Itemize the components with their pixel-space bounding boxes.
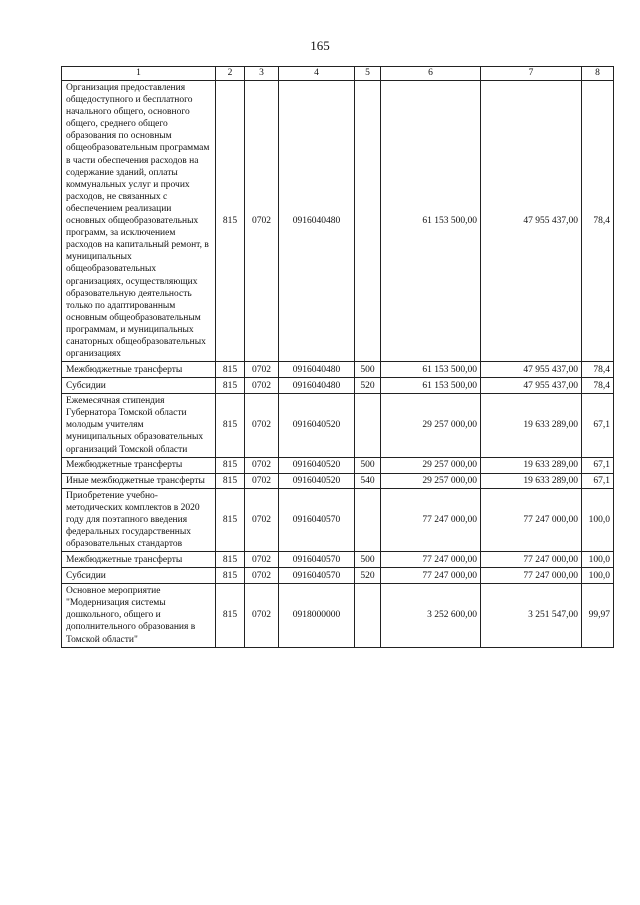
target-code: 0916040570 — [279, 552, 355, 568]
section-code: 0702 — [245, 568, 279, 584]
ministry-code: 815 — [216, 81, 245, 362]
page-number: 165 — [310, 38, 330, 53]
target-code: 0916040480 — [279, 362, 355, 378]
table-row — [62, 488, 614, 551]
expense-type-code: 520 — [355, 568, 381, 584]
section-code: 0702 — [245, 394, 279, 457]
table-row — [62, 457, 614, 473]
plan-amount: 29 257 000,00 — [381, 473, 481, 488]
target-code: 0916040570 — [279, 488, 355, 551]
plan-amount: 77 247 000,00 — [381, 568, 481, 584]
expense-name: Основное мероприятие "Модернизация системы дошкольного, общего и дополнительного образования в Томской области" — [62, 584, 216, 647]
execution-percent: 67,1 — [582, 473, 614, 488]
execution-percent: 100,0 — [582, 488, 614, 551]
expense-type-code: 500 — [355, 457, 381, 473]
header-cell: 2 — [216, 67, 245, 81]
ministry-code: 815 — [216, 378, 245, 394]
header-cell: 3 — [245, 67, 279, 81]
execution-percent: 100,0 — [582, 552, 614, 568]
expense-type-code: 540 — [355, 473, 381, 488]
expense-name: Межбюджетные трансферты — [62, 362, 216, 378]
plan-amount: 77 247 000,00 — [381, 552, 481, 568]
ministry-code: 815 — [216, 457, 245, 473]
target-code: 0916040520 — [279, 457, 355, 473]
expense-name: Иные межбюджетные трансферты — [62, 473, 216, 488]
table-row — [62, 568, 614, 584]
plan-amount: 29 257 000,00 — [381, 457, 481, 473]
expense-name: Субсидии — [62, 568, 216, 584]
table-row — [62, 378, 614, 394]
expense-type-code: 500 — [355, 552, 381, 568]
execution-percent: 78,4 — [582, 81, 614, 362]
fact-amount: 77 247 000,00 — [481, 568, 582, 584]
section-code: 0702 — [245, 457, 279, 473]
plan-amount: 29 257 000,00 — [381, 394, 481, 457]
expense-name: Ежемесячная стипендия Губернатора Томской области молодым учителям муниципальных образовательных организаций Томской области — [62, 394, 216, 457]
section-code: 0702 — [245, 378, 279, 394]
section-code: 0702 — [245, 473, 279, 488]
execution-percent: 67,1 — [582, 457, 614, 473]
target-code: 0916040480 — [279, 378, 355, 394]
header-cell: 5 — [355, 67, 381, 81]
ministry-code: 815 — [216, 568, 245, 584]
section-code: 0702 — [245, 584, 279, 647]
target-code: 0916040570 — [279, 568, 355, 584]
header-row — [62, 67, 614, 81]
expense-name: Межбюджетные трансферты — [62, 457, 216, 473]
section-code: 0702 — [245, 362, 279, 378]
plan-amount: 77 247 000,00 — [381, 488, 481, 551]
table-row — [62, 552, 614, 568]
header-cell: 1 — [62, 67, 216, 81]
target-code: 0916040520 — [279, 473, 355, 488]
execution-percent: 78,4 — [582, 378, 614, 394]
budget-table — [61, 66, 614, 648]
execution-percent: 67,1 — [582, 394, 614, 457]
fact-amount: 77 247 000,00 — [481, 488, 582, 551]
header-cell: 6 — [381, 67, 481, 81]
section-code: 0702 — [245, 488, 279, 551]
expense-type-code — [355, 394, 381, 457]
table-row — [62, 362, 614, 378]
fact-amount: 19 633 289,00 — [481, 457, 582, 473]
expense-type-code — [355, 81, 381, 362]
execution-percent: 100,0 — [582, 568, 614, 584]
fact-amount: 47 955 437,00 — [481, 362, 582, 378]
fact-amount: 47 955 437,00 — [481, 81, 582, 362]
expense-type-code: 500 — [355, 362, 381, 378]
fact-amount: 47 955 437,00 — [481, 378, 582, 394]
table-row — [62, 81, 614, 362]
execution-percent: 99,97 — [582, 584, 614, 647]
ministry-code: 815 — [216, 394, 245, 457]
header-cell: 8 — [582, 67, 614, 81]
target-code: 0918000000 — [279, 584, 355, 647]
section-code: 0702 — [245, 552, 279, 568]
ministry-code: 815 — [216, 584, 245, 647]
table-row — [62, 473, 614, 488]
expense-name: Организация предоставления общедоступного и бесплатного начального общего, основного общего, среднего общего образования по основным общеобразовательным программам в части обеспечения расходов на содержание зданий, оплаты коммунальных услуг и прочих расходов, не связанных с обеспечением реализации основных общеобразовательных программ, за исключением расходов на капитальный ремонт, в муниципальных общеобразовательных организациях, осуществляющих образовательную деятельность только по адаптированным основным общеобразовательным программам, и муниципальных санаторных общеобразовательных организациях — [62, 81, 216, 362]
table-row — [62, 584, 614, 647]
ministry-code: 815 — [216, 552, 245, 568]
expense-type-code — [355, 584, 381, 647]
header-cell: 4 — [279, 67, 355, 81]
expense-type-code: 520 — [355, 378, 381, 394]
ministry-code: 815 — [216, 473, 245, 488]
ministry-code: 815 — [216, 488, 245, 551]
expense-name: Субсидии — [62, 378, 216, 394]
plan-amount: 3 252 600,00 — [381, 584, 481, 647]
expense-name: Межбюджетные трансферты — [62, 552, 216, 568]
plan-amount: 61 153 500,00 — [381, 362, 481, 378]
expense-type-code — [355, 488, 381, 551]
header-cell: 7 — [481, 67, 582, 81]
fact-amount: 19 633 289,00 — [481, 473, 582, 488]
ministry-code: 815 — [216, 362, 245, 378]
execution-percent: 78,4 — [582, 362, 614, 378]
plan-amount: 61 153 500,00 — [381, 81, 481, 362]
fact-amount: 77 247 000,00 — [481, 552, 582, 568]
section-code: 0702 — [245, 81, 279, 362]
expense-name: Приобретение учебно-методических комплектов в 2020 году для поэтапного введения федеральных государственных образовательных стандартов — [62, 488, 216, 551]
table-row — [62, 394, 614, 457]
target-code: 0916040520 — [279, 394, 355, 457]
fact-amount: 3 251 547,00 — [481, 584, 582, 647]
fact-amount: 19 633 289,00 — [481, 394, 582, 457]
plan-amount: 61 153 500,00 — [381, 378, 481, 394]
target-code: 0916040480 — [279, 81, 355, 362]
